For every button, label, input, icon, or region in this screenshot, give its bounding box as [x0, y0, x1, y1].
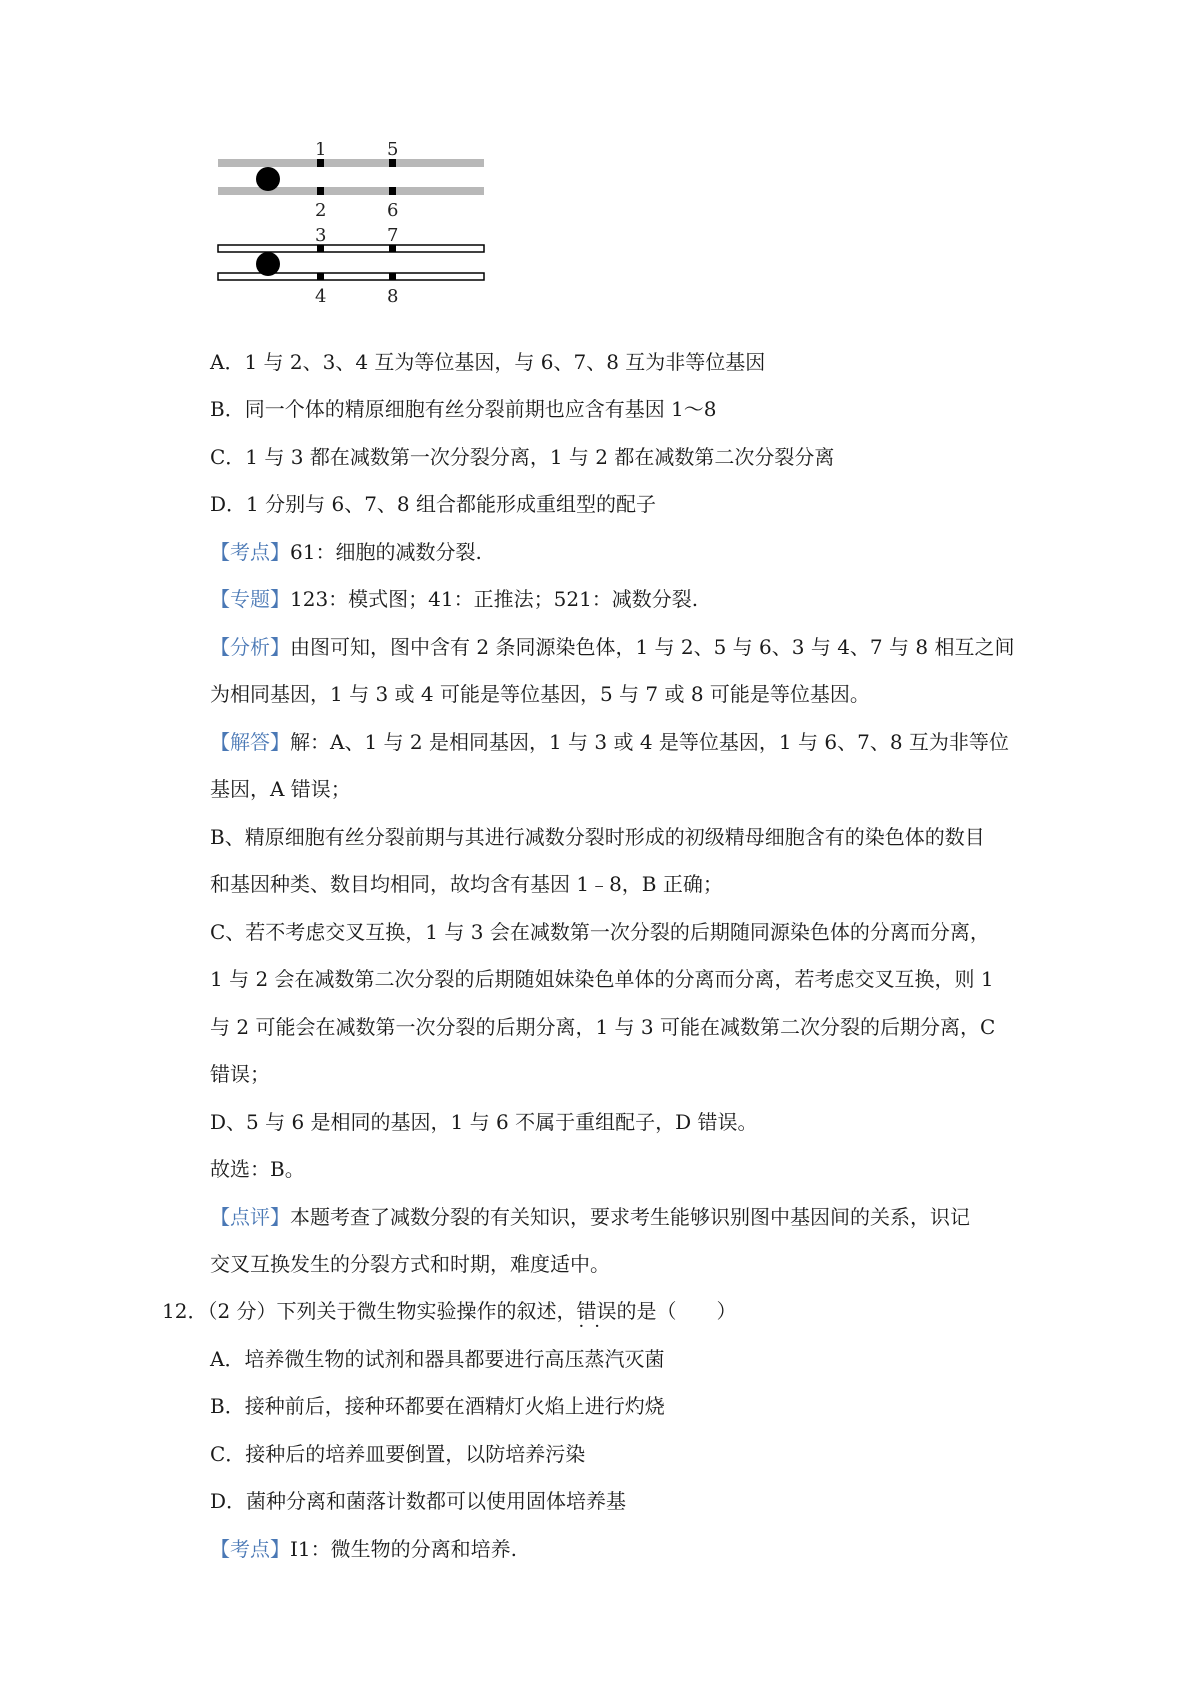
q12-kaodian-tag: 【考点】 — [210, 1537, 290, 1561]
locus-7 — [389, 245, 396, 252]
q12-stem-emphasis: 错误 ·· — [577, 1297, 617, 1325]
chromatid-1 — [218, 159, 484, 167]
q12-kaodian-text: I1：微生物的分离和培养. — [290, 1537, 517, 1561]
q12-stem-prefix: 12．（2 分）下列关于微生物实验操作的叙述， — [162, 1299, 577, 1323]
q11-option-c: C．1 与 3 都在减数第一次分裂分离，1 与 2 都在减数第二次分裂分离 — [210, 445, 835, 469]
label-7: 7 — [387, 225, 399, 246]
locus-6 — [389, 187, 396, 195]
zhuanti-tag: 【专题】 — [210, 587, 290, 611]
q11-fenxi-line2: 为相同基因，1 与 3 或 4 可能是等位基因，5 与 7 或 8 可能是等位基因。 — [210, 682, 870, 706]
q12-option-b: B．接种前后，接种环都要在酒精灯火焰上进行灼烧 — [210, 1394, 665, 1418]
q11-jieda-line8: 错误； — [210, 1062, 270, 1086]
fenxi-text-1: 由图可知，图中含有 2 条同源染色体，1 与 2、5 与 6、3 与 4、7 与 8 相互之间 — [290, 635, 1015, 659]
label-8: 8 — [387, 286, 399, 307]
label-3: 3 — [315, 225, 327, 246]
dianping-tag: 【点评】 — [210, 1205, 290, 1229]
q11-zhuanti — [210, 585, 1030, 613]
jieda-tag: 【解答】 — [210, 730, 290, 754]
q12-stem-suffix: 的是（ ） — [616, 1299, 737, 1323]
kaodian-tag: 【考点】 — [210, 540, 290, 564]
q11-option-b: B．同一个体的精原细胞有丝分裂前期也应含有基因 1～8 — [210, 397, 717, 421]
q11-answer: 故选：B。 — [210, 1157, 305, 1181]
q11-kaodian — [210, 538, 1030, 566]
q11-jieda-line3: B、精原细胞有丝分裂前期与其进行减数分裂时形成的初级精母细胞含有的染色体的数目 — [210, 825, 985, 849]
jieda-text-1: 解：A、1 与 2 是相同基因，1 与 3 或 4 是等位基因，1 与 6、7、8 互为非等位 — [290, 730, 1009, 754]
q11-fenxi — [210, 633, 1030, 661]
locus-3 — [317, 245, 324, 252]
q12-option-a: A．培养微生物的试剂和器具都要进行高压蒸汽灭菌 — [210, 1347, 665, 1371]
zhuanti-text: 123：模式图；41：正推法；521：减数分裂. — [290, 587, 699, 611]
q12-option-d: D．菌种分离和菌落计数都可以使用固体培养基 — [210, 1489, 627, 1513]
q11-option-a: A．1 与 2、3、4 互为等位基因，与 6、7、8 互为非等位基因 — [210, 350, 766, 374]
centromere-top — [256, 167, 280, 191]
fenxi-tag: 【分析】 — [210, 635, 290, 659]
label-1: 1 — [315, 142, 327, 160]
q11-option-d: D．1 分别与 6、7、8 组合都能形成重组型的配子 — [210, 492, 657, 516]
q11-jieda-line4: 和基因种类、数目均相同，故均含有基因 1﹣8，B 正确； — [210, 872, 723, 896]
q11-dianping — [210, 1203, 1030, 1231]
label-5: 5 — [387, 142, 399, 160]
q12-stem — [162, 1297, 982, 1325]
q11-jieda — [210, 728, 1030, 756]
q12-kaodian — [210, 1535, 1030, 1563]
q11-jieda-line5: C、若不考虑交叉互换，1 与 3 会在减数第一次分裂的后期随同源染色体的分离而分离， — [210, 920, 990, 944]
locus-8 — [389, 273, 396, 280]
label-6: 6 — [387, 200, 399, 221]
chromatid-2 — [218, 187, 484, 195]
q11-jieda-line6: 1 与 2 会在减数第二次分裂的后期随姐妹染色单体的分离而分离，若考虑交叉互换，则 1 — [210, 967, 994, 991]
kaodian-text: 61：细胞的减数分裂. — [290, 540, 482, 564]
locus-1 — [317, 159, 324, 167]
locus-4 — [317, 273, 324, 280]
chromosome-diagram — [213, 142, 513, 338]
q12-option-c: C．接种后的培养皿要倒置，以防培养污染 — [210, 1442, 586, 1466]
q11-jieda-line2: 基因，A 错误； — [210, 777, 351, 801]
locus-2 — [317, 187, 324, 195]
q11-jieda-line7: 与 2 可能会在减数第一次分裂的后期分离，1 与 3 可能在减数第二次分裂的后期分离，C — [210, 1015, 996, 1039]
dianping-text-1: 本题考查了减数分裂的有关知识，要求考生能够识别图中基因间的关系，识记 — [290, 1205, 970, 1229]
chromatid-3 — [218, 245, 484, 252]
chromatid-4 — [218, 273, 484, 280]
q11-dianping-line2: 交叉互换发生的分裂方式和时期，难度适中。 — [210, 1252, 610, 1276]
centromere-bottom — [256, 252, 280, 276]
label-4: 4 — [315, 286, 327, 307]
label-2: 2 — [315, 200, 327, 221]
locus-5 — [389, 159, 396, 167]
q11-jieda-line9: D、5 与 6 是相同的基因，1 与 6 不属于重组配子，D 错误。 — [210, 1110, 758, 1134]
